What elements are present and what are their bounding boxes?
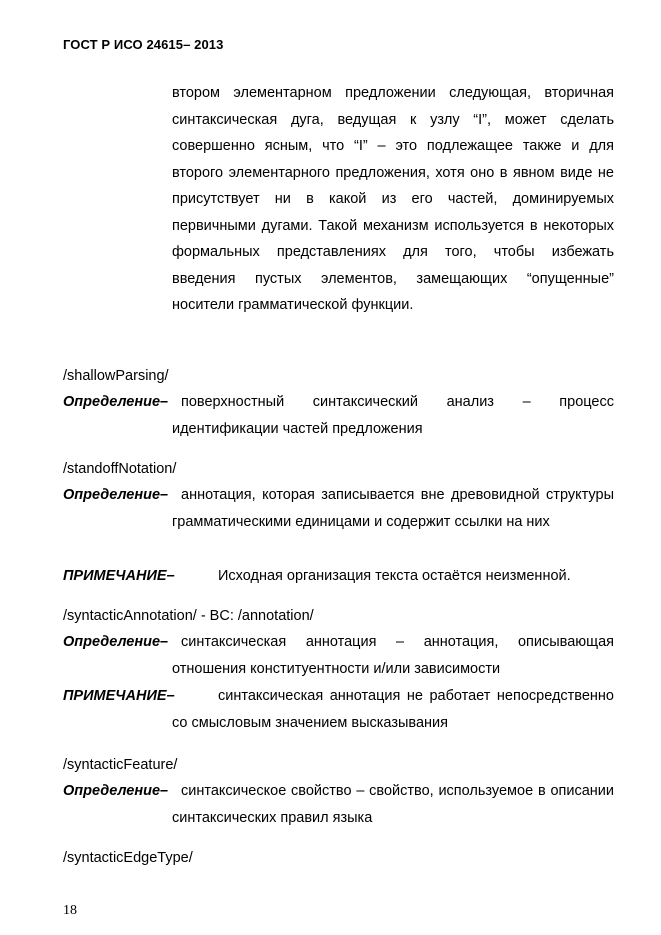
term-standoff-notation: /standoffNotation/ bbox=[63, 461, 177, 477]
note-syntactic-annotation bbox=[63, 683, 614, 736]
document-header: ГОСТ Р ИСО 24615– 2013 bbox=[63, 37, 224, 52]
definition-text: синтаксическая аннотация – аннотация, описывающая отношения конституентности и/или зависимости bbox=[172, 634, 614, 677]
note-text: Исходная организация текста остаётся неизменной. bbox=[218, 568, 571, 584]
term-shallow-parsing: /shallowParsing/ bbox=[63, 368, 169, 384]
definition-label: Определение– bbox=[63, 394, 169, 410]
term-syntactic-edge-type: /syntacticEdgeType/ bbox=[63, 850, 193, 866]
definition-text: синтаксическое свойство – свойство, используемое в описании синтаксических правил языка bbox=[172, 783, 614, 826]
definition-shallow-parsing bbox=[63, 389, 614, 442]
note-standoff-notation bbox=[63, 563, 614, 590]
definition-standoff-notation bbox=[63, 482, 614, 535]
definition-label: Определение– bbox=[63, 487, 169, 503]
term-syntactic-annotation: /syntacticAnnotation/ - BC: /annotation/ bbox=[63, 608, 314, 624]
intro-paragraph: втором элементарном предложении следующая, вторичная синтаксическая дуга, ведущая к узлу “I”, может сделать совершенно ясным, что “I” – это подлежащее также и для второго элементарного предложения, хотя оно в явном виде не присутствует ни в какой из его частей, доминируемых первичными дугами. Такой механизм используется в некоторых формальных представлениях для того, чтобы избежать введения пустых элементов, замещающих “опущенные” носители грамматической функции. bbox=[172, 85, 614, 313]
definition-text: аннотация, которая записывается вне древовидной структуры грамматическими единицами и содержит ссылки на них bbox=[172, 487, 614, 530]
note-label: ПРИМЕЧАНИЕ– bbox=[63, 568, 175, 584]
definition-syntactic-annotation bbox=[63, 629, 614, 682]
definition-label: Определение– bbox=[63, 783, 169, 799]
definition-label: Определение– bbox=[63, 634, 169, 650]
term-syntactic-feature: /syntacticFeature/ bbox=[63, 757, 178, 773]
definition-syntactic-feature bbox=[63, 778, 614, 831]
note-label: ПРИМЕЧАНИЕ– bbox=[63, 688, 175, 704]
definition-text: поверхностный синтаксический анализ – процесс идентификации частей предложения bbox=[172, 394, 614, 437]
page-number: 18 bbox=[63, 903, 77, 918]
note-text: синтаксическая аннотация не работает непосредственно со смысловым значением высказывания bbox=[172, 688, 614, 731]
